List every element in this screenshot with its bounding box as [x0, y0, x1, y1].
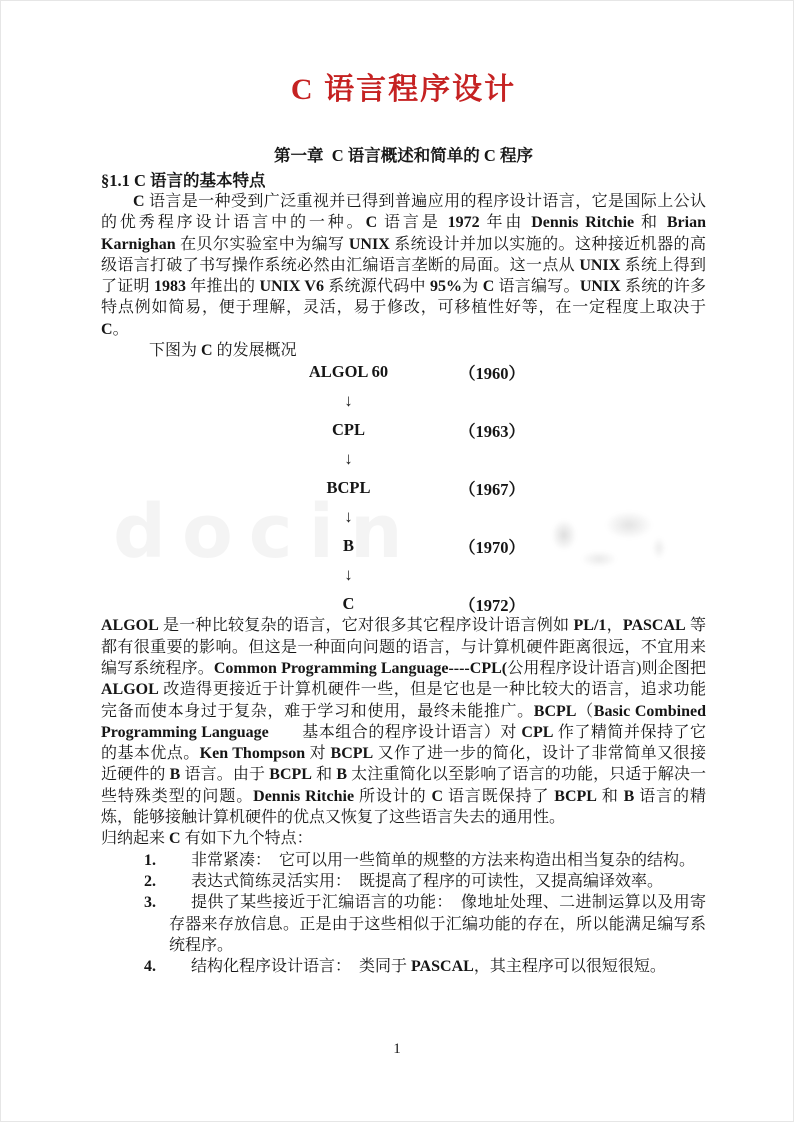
diagram-node-label: CPL — [332, 420, 365, 440]
list-item — [144, 956, 706, 977]
diagram-row — [101, 535, 706, 557]
diagram-node-label: ALGOL 60 — [308, 362, 389, 382]
list-item-number: 4. — [144, 958, 156, 976]
feature-list — [101, 850, 706, 978]
list-item-number: 3. — [144, 894, 156, 912]
diagram-row — [101, 361, 706, 383]
diagram-node-label: BCPL — [326, 478, 371, 498]
diagram-node-year: （1960） — [459, 364, 525, 384]
diagram-row — [101, 419, 706, 441]
list-item-text: 表达式简练灵活实用： 既提高了程序的可读性，又提高编译效率。 — [191, 872, 664, 890]
diagram-caption: 下图为 C 的发展概况 — [149, 342, 297, 360]
paragraph-features-intro: 归纳起来 C 有如下九个特点： — [101, 830, 313, 848]
page-content — [1, 1, 793, 977]
diagram-row — [101, 477, 706, 499]
chapter-heading: 第一章 C 语言概述和简单的 C 程序 — [274, 146, 533, 165]
list-item-text: 提供了某些接近于汇编语言的功能： 像地址处理、二进制运算以及用寄存器来存放信息。正是由于这些相似于汇编功能的存在，所以能满足编写系统程序。 — [169, 894, 706, 954]
diagram-node-year: （1972） — [459, 596, 525, 616]
list-item-text: 非常紧凑： 它可以用一些简单的规整的方法来构造出相当复杂的结构。 — [191, 851, 696, 869]
list-item — [144, 892, 706, 956]
list-item — [144, 850, 706, 871]
list-item — [144, 871, 706, 892]
diagram-node-label: C — [342, 594, 355, 614]
diagram-node-label: B — [342, 536, 354, 556]
page-number: 1 — [393, 1041, 401, 1057]
list-item-text: 结构化程序设计语言： 类同于 PASCAL，其主程序可以很短很短。 — [191, 958, 666, 976]
paragraph-history: ALGOL 是一种比较复杂的语言，它对很多其它程序设计语言例如 PL/1，PASCAL 等都有很重要的影响。但这是一种面向问题的语言，与计算机硬件距离很远，不宜用来编写系统程序。Common Programming Language----CPL(公用程序设计语言)则企图把 ALGOL 改造得更接近于计算机硬件一些，但是它也是一种比较大的语言，追求功能完备而使本身过于复杂，难于学习和使用，最终未能推广。BCPL（Basic Combined Programming Language 基本组合的程序设计语言）对 CPL 作了精简并保持了它的基本优点。Ken Thompson 对 BCPL 又作了进一步的简化，设计了非常简单又很接近硬件的 B 语言。由于 BCPL 和 B 太注重简化以至影响了语言的功能，只适于解决一些特殊类型的问题。Dennis Ritchie 所设计的 C 语言既保持了 BCPL 和 B 语言的精炼，能够接触计算机硬件的优点又恢复了这些语言失去的通用性。 — [101, 617, 706, 827]
down-arrow-icon: ↓ — [344, 449, 353, 469]
diagram-node-year: （1967） — [459, 480, 525, 500]
diagram-node-year: （1970） — [459, 538, 525, 558]
list-item-number: 1. — [144, 851, 156, 869]
list-item-number: 2. — [144, 872, 156, 890]
page-title: C 语言程序设计 — [290, 73, 517, 106]
down-arrow-icon: ↓ — [344, 565, 353, 585]
down-arrow-icon: ↓ — [344, 391, 353, 411]
section-heading: §1.1 C 语言的基本特点 — [101, 171, 266, 190]
evolution-diagram — [101, 361, 706, 615]
down-arrow-icon: ↓ — [344, 507, 353, 527]
paragraph-intro: C 语言是一种受到广泛重视并已得到普遍应用的程序设计语言，它是国际上公认的优秀程序设计语言中的一种。C 语言是 1972 年由 Dennis Ritchie 和 Brian Karnighan 在贝尔实验室中为编写 UNIX 系统设计并加以实施的。这种接近机器的高级语言打破了书写操作系统必然由汇编语言垄断的局面。这一点从 UNIX 系统上得到了证明 1983 年推出的 UNIX V6 系统源代码中 95%为 C 语言编写。UNIX 系统的许多特点例如简易，便于理解，灵活，易于修改，可移植性好等，在一定程度上取决于 C。 — [101, 193, 706, 338]
diagram-row — [101, 593, 706, 615]
diagram-node-year: （1963） — [459, 422, 525, 442]
